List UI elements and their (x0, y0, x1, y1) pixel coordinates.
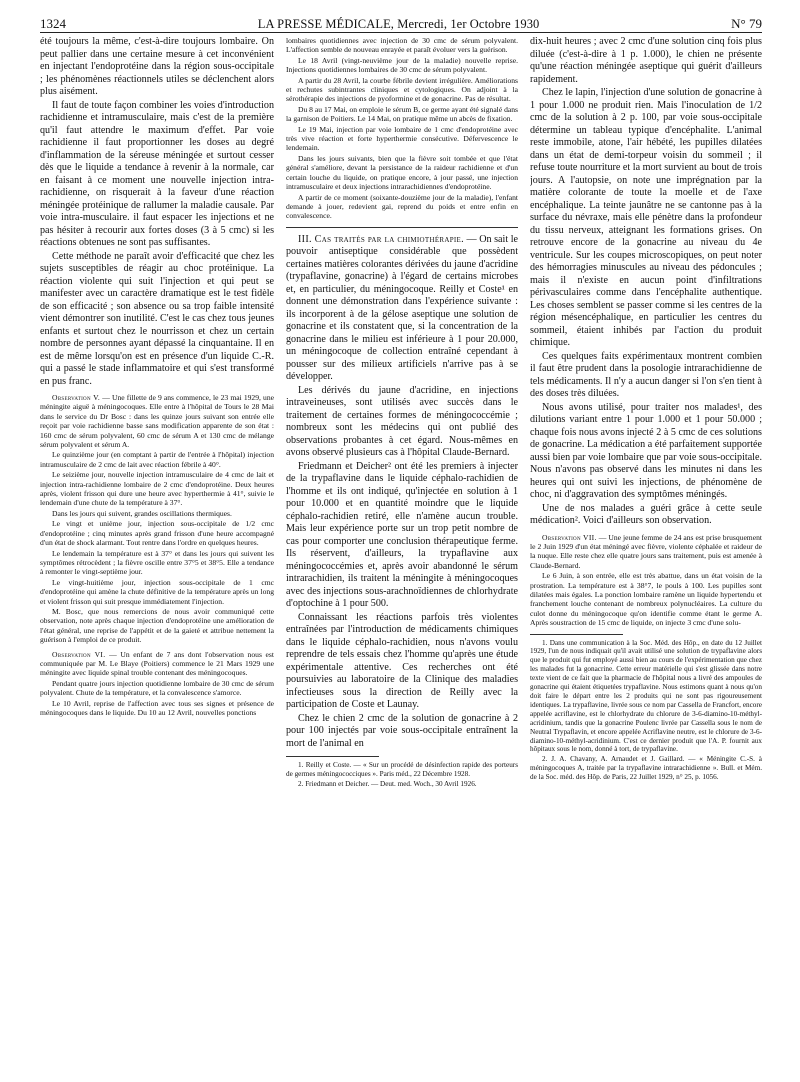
footnote-rule (286, 756, 379, 757)
section-3-continued (530, 36, 762, 528)
paragraph: A partir du 28 Avril, la courbe fébrile devient irrégulière. Améliorations et rechutes subintrantes cliniques et cytologiques. On adjoint à la sérothérapie des injections de pyoformine et de gonacrine. Pas de résultat. (286, 75, 518, 104)
paragraph: Nous avons utilisé, pour traiter nos malades¹, des dilutions variant entre 1 pour 1.000 et 1 pour 50.000 ; chaque fois nous avons injecté 2 à 5 cmc de ces solutions de gonacrine. La médication a été parfaitement supportée aussi bien par voie lombaire que par voie sous-occipitale. Nous n'avons pas observé dans les minutes ni dans les heures qui ont suivi les injections, de phénomène de choc, ni d'aggravation des symptômes méningés. (530, 401, 762, 500)
paragraph: — Une fillette de 9 ans commence, le 23 mai 1929, une méningite aiguë à méningocoques. Elle entre à l'hôpital de Tours le 28 Mai dans le service du Dr Bosc : dans les quinze jours suivant son entrée elle reçoit par voie rachidienne basse sans modification apparente de son état : 160 cmc de sérum polyvalent, 60 cmc de sérum A et 130 cmc de mélange sérum polyvalent et sérum A. (40, 393, 274, 450)
paragraph: Dans les jours qui suivent, grandes oscillations thermiques. (52, 508, 232, 518)
journal-title: LA PRESSE MÉDICALE, Mercredi, 1er Octobre 1930 (257, 17, 540, 31)
paragraph: — On sait le pouvoir antiseptique considérable que possèdent certaines matières colorantes dérivées du jaune d'acridine (trypaflavine, gonacrine) à l'égard de certains microbes et, en particulier, du méningocoque. Reilly et Coste¹ en donnent une démonstration dans l'expérience suivante : ils incorporent à de la gélose aseptique une solution de gonacrine et ils constatent que, si la concentration de la gonacrine dans le milieu est inférieure à 1 pour 20.000, un méningocoque de collection entraîné cependant à pousser sur des milieux artificiels n'arrive pas à se développer. (286, 233, 518, 383)
paragraph: Chez le chien 2 cmc de la solution de gonacrine à 2 pour 100 injectés par voie sous-occipitale entraînent la mort de l'animal en (286, 712, 518, 749)
footnote: 2. Friedmann et Deicher. — Deut. med. Woch., 30 Avril 1926. (298, 780, 477, 789)
paragraph: Du 8 au 17 Mai, on emploie le sérum B, ce germe ayant été signalé dans la garnison de Poitiers. Le 14 Mai, on pratique même un abcès de fixation. (286, 104, 518, 124)
running-header (40, 8, 762, 33)
paragraph: dix-huit heures ; avec 2 cmc d'une solution cinq fois plus diluée (c'est-à-dire à 1 p. 1.000), le chien ne présente qu'une réaction méningée aseptique qui guérit d'ailleurs rapidement. (530, 36, 762, 85)
paragraph: Le vingt et unième jour, injection sous-occipitale de 1/2 cmc d'endoprotéine ; cinq minutes après grand frisson d'une heure accompagné d'un état de shock alarmant. Tout rentre dans l'ordre en quelques heures. (40, 519, 274, 548)
footnotes (530, 639, 762, 783)
paragraph: M. Bosc, que nous remercions de nous avoir communiqué cette observation, note après chaque injection d'endoprotéine une amélioration de l'état général, une reprise de l'appétit et de la gaieté et attribue nettement la guérison à l'emploi de ce produit. (40, 606, 274, 645)
paragraph: Le 18 Avril (vingt-neuvième jour de la maladie) nouvelle reprise. Injections quotidiennes lombaires de 30 cmc de sérum polyvalent. (286, 55, 518, 75)
paragraph: — Un enfant de 7 ans dont l'observation nous est communiquée par M. Le Blaye (Poitiers) commence le 21 Mars 1929 une méningite avec liquide spinal trouble contenant des méningocoques. (40, 649, 274, 678)
paragraph: Les dérivés du jaune d'acridine, en injections intraveineuses, sont utilisés avec succès dans le traitement de certaines formes de méningococcémie ; nombreux sont les médecins qui ont publié des observations probantes à cet égard. Nous-mêmes en avons observé plusieurs cas à l'hôpital Claude-Bernard. (286, 384, 518, 459)
observation-heading: Observation VI. (52, 649, 106, 659)
paragraph: Friedmann et Deicher² ont été les premiers à injecter de la trypaflavine dans le liquide céphalo-rachidien de l'homme et ils ont indiqué, qu'injectée en solution à 1 pour 10.000 et en quantité moindre que le liquide céphalo-rachidien retiré, elle n'amène aucun trouble. Mais leur expérience porte sur un trop petit nombre de cas pour comporter une conclusion thérapeutique ferme. Ils réservent, d'ailleurs, la trypaflavine aux méningococcémies et, après avoir abandonné le sérum intrarachidien, ils traitent la méningite à méningocoques avec des injections sous-arachnoïdiennes de chlorhydrate d'optochine à 1 pour 500. (286, 460, 518, 610)
paragraph: Dans les jours suivants, bien que la fièvre soit tombée et que l'état général s'améliore, devant la persistance de la raideur rachidienne et d'un certain louche du liquide, on pratique encore, à jour passé, une injection intramusculaire et deux injections intrarachidiennes d'endoprotéine. (286, 153, 518, 192)
observation-6-continued (286, 36, 518, 221)
paragraph: Le 10 Avril, reprise de l'affection avec tous ses signes et présence de méningocoques dans le liquide. Du 10 au 12 Avril, nouvelles ponctions (40, 698, 274, 717)
paragraph: — Une jeune femme de 24 ans est prise brusquement le 2 Juin 1929 d'un état méningé avec fièvre, violente céphalée et raideur de la nuque. Elle reste chez elle quatre jours sans traitement, puis est amenée à Claude-Bernard. (530, 532, 762, 570)
footnotes (286, 761, 518, 789)
issue-number: N° 79 (731, 16, 762, 31)
paragraph: A partir de ce moment (soixante-douzième jour de la maladie), l'enfant demande à jouer, redevient gai, reprend du poids et entre enfin en convalescence. (286, 192, 518, 221)
observation-heading: Observation V. (52, 393, 101, 402)
section-heading: III. Cas traités par la chimiothérapie. (298, 233, 464, 245)
paragraph: Le quinzième jour (en comptant à partir de l'entrée à l'hôpital) injection intramusculaire de 2 cmc de lait avec réaction fébrile à 40°. (40, 450, 274, 469)
column-1 (40, 36, 274, 1076)
column-3 (530, 36, 762, 1076)
observation-5 (40, 393, 274, 717)
paragraph: Il faut de toute façon combiner les voies d'introduction rachidienne et intramusculaire, mais c'est de la première qu'il faut attendre le maximum d'effet. Par voie rachidienne il faut proportionner les doses au degré d'inflammation de la séreuse méningée et surtout cesser dès que le liquide a tendance à revenir à la normale, car en faisant à ce moment une nouvelle injection intra-rachidienne, on risquerait à la faveur d'une réaction méningée protéinique de rallumer la maladie causale. Par voie intra-musculaire. il faut espacer les injections et ne pas hésiter à recourir aux fortes doses (3 à 5 cmc) si les réactions obtenues ne sont pas suffisantes. (40, 99, 274, 248)
paragraph: Le lendemain la température est à 37° et dans les jours qui suivent les symptômes rétrocèdent ; la fièvre oscille entre 37°5 et 38°5. Elle a tendance à remonter le vingt-septième jour. (40, 548, 274, 577)
paragraph: Chez le lapin, l'injection d'une solution de gonacrine à 1 pour 1.000 ne produit rien. Mais l'inoculation de 1/2 cmc de la solution à 2 p. 100, par voie sous-occipitale détermine un tableau typique d'encéphalite. L'animal reste immobile, atone, l'air hébété, les pupilles dilatées dans un état de demi-torpeur voisin du sommeil ; il refuse toute nourriture et la mort survient au bout de trois jours. A l'autopsie, on note une imprégnation par la matière colorante de toute la moelle et de l'axe encéphalique. La teinte jaunâtre ne se cantonne pas à la surface du névraxe, mais elle pénètre dans la profondeur du tissu nerveux, atteignant les formations grises. On retrouve encore de la gonacrine au niveau du 4e ventricule. Sur les coupes microscopiques, on peut noter des hémorragies minuscules au niveau des pédoncules ; mais il n'existe en aucun point d'infiltrations périvasculaires comme dans l'encéphalite authentique. Les choses semblent se passer comme si les centres de la région mésencéphalique, en particulier les centres du sommeil, étaient inhibés par l'action du produit chimique. (530, 87, 762, 348)
footnote: 1. Reilly et Coste. — « Sur un procédé de désinfection rapide des porteurs de germes méningococciques ». Paris méd., 22 Décembre 1928. (286, 761, 518, 779)
footnote: 1. Dans une communication à la Soc. Méd. des Hôp., en date du 12 Juillet 1929, l'un de nous indiquait qu'il avait utilisé une solution de trypaflavine alors que le produit qui fut employé aussi bien au cours de l'expérimentation que chez les malades fut la gonacrine. Cette erreur matérielle qui s'est glissée dans notre texte vient de ce fait que la pharmacie de l'hôpital nous a livré des ampoules de gonacrine qui étaient étiquetées trypaflavine. Nous estimons quant à nous qu'on doit faire le départ entre les 2 produits qui ne sont pas rigoureusement identiques. La trypaflavine, livrée sous ce nom par Cassella de Francfort, encore appelée acriflavine, est le chlorhydrate du chlorure de 3-6-diamino-10-méthyl-acridinium, tandis que la gonacrine Poulenc livrée par Cassella sous le nom de Neutral Trypaflavin, et encore appelée Acriflavine neutre, est le chlorure de 3-6-diamino-10-méthyl-acridinium. C'est ce dernier produit que l'A. P. fournit aux hôpitaux sous le nom, donné à tort, de trypaflavine. (530, 638, 762, 754)
paragraph: Le 19 Mai, injection par voie lombaire de 1 cmc d'endoprotéine avec très vive réaction et forte hyperthermie consécutive. Défervescence le lendemain. (286, 124, 518, 153)
section-divider (286, 227, 518, 228)
section-3 (286, 234, 518, 751)
paragraph: Une de nos malades a guéri grâce à cette seule médication². Voici d'ailleurs son observation. (530, 502, 762, 526)
column-2 (286, 36, 518, 1076)
paragraph: Pendant quatre jours injection quotidienne lombaire de 30 cmc de sérum polyvalent. Chute de la température, et la convalescence s'amorce. (40, 678, 274, 698)
page-number: 1324 (40, 16, 66, 31)
observation-heading: Observation VII. (542, 532, 597, 542)
paragraph: Connaissant les réactions parfois très violentes entraînées par l'introduction de médicaments chimiques dans le liquide céphalo-rachidien, nous n'avons voulu reprendre de tels essais chez l'homme qu'après une étude expérimentale attentive. Ces recherches ont été poursuivies au laboratoire de la Clinique des maladies infectieuses sous la direction de Reilly avec la participation de Coste et Launay. (286, 611, 518, 711)
paragraph: Cette méthode ne paraît avoir d'efficacité que chez les sujets susceptibles de réagir au choc protéinique. La réaction violente qui suit l'injection et qui peut se manifester avec un caractère dramatique est le test fidèle de son efficacité ; son absence ou sa trop faible intensité vient démontrer son inutilité. C'est le cas chez tous jeunes enfants et surtout chez le nourrisson et chez un certain nombre de personnes ayant dépassé la cinquantaine. Il en est de même lorsqu'on est en présence d'un liquide C.-R. qui a passé le stade inflammatoire et qui s'est transformé en pus franc. (40, 250, 274, 387)
paragraph: lombaires quotidiennes avec injection de 30 cmc de sérum polyvalent. L'affection semble de nouveau enrayée et paraît évoluer vers la guérison. (286, 36, 518, 55)
paragraph: Le seizième jour, nouvelle injection intramusculaire de 4 cmc de lait et injection intra-rachidienne lombaire de 2 cmc d'endoprotéine. Deux heures après, violent frisson qui dure une heure avec hyperthermie à 41°, suivie le lendemain d'une chute de la température à 37°. (40, 470, 274, 508)
paragraph: Le 6 Juin, à son entrée, elle est très abattue, dans un état voisin de la prostration. La température est à 38°7, le pouls à 100. Les pupilles sont dilatées mais égales. La ponction lombaire ramène un liquide hypertendu et franchement louche contenant de nombreux polynucléaires. La culture du culot donne du méningocoque qu'on identifie comme étant le germe A. Après soustraction de 15 cmc de liquide, on injecte 3 cmc d'une solu- (530, 571, 762, 628)
observation-7 (530, 533, 762, 628)
paragraph: été toujours la même, c'est-à-dire toujours lombaire. On peut pallier dans une certaine mesure à cet inconvénient en injectant l'endoprotéine dans la région sous-occipitale ; les phénomènes réactionnels utiles se déclenchent alors plus aisément. (40, 36, 274, 97)
paragraph: Le vingt-huitième jour, injection sous-occipitale de 1 cmc d'endoprotéine qui amène la chute définitive de la température après un long et violent frisson qui suit presque immédiatement l'injection. (40, 577, 274, 606)
footnote-rule (530, 634, 623, 635)
footnote: 2. J. A. Chavany, A. Arnaudet et J. Gaillard. — « Méningite C.-S. à méningocoques A, traitée par la trypaflavine intrarachidienne ». Bull. et Mém. de la Soc. méd. des Hôp. de Paris, 22 Juillet 1929, n° 25, p. 1056. (530, 755, 762, 782)
paragraph: Ces quelques faits expérimentaux montrent combien il faut être prudent dans la posologie intrarachidienne de tels médicaments. Il n'y a aucun danger si l'on s'en tient à des doses très diluées. (530, 350, 762, 399)
